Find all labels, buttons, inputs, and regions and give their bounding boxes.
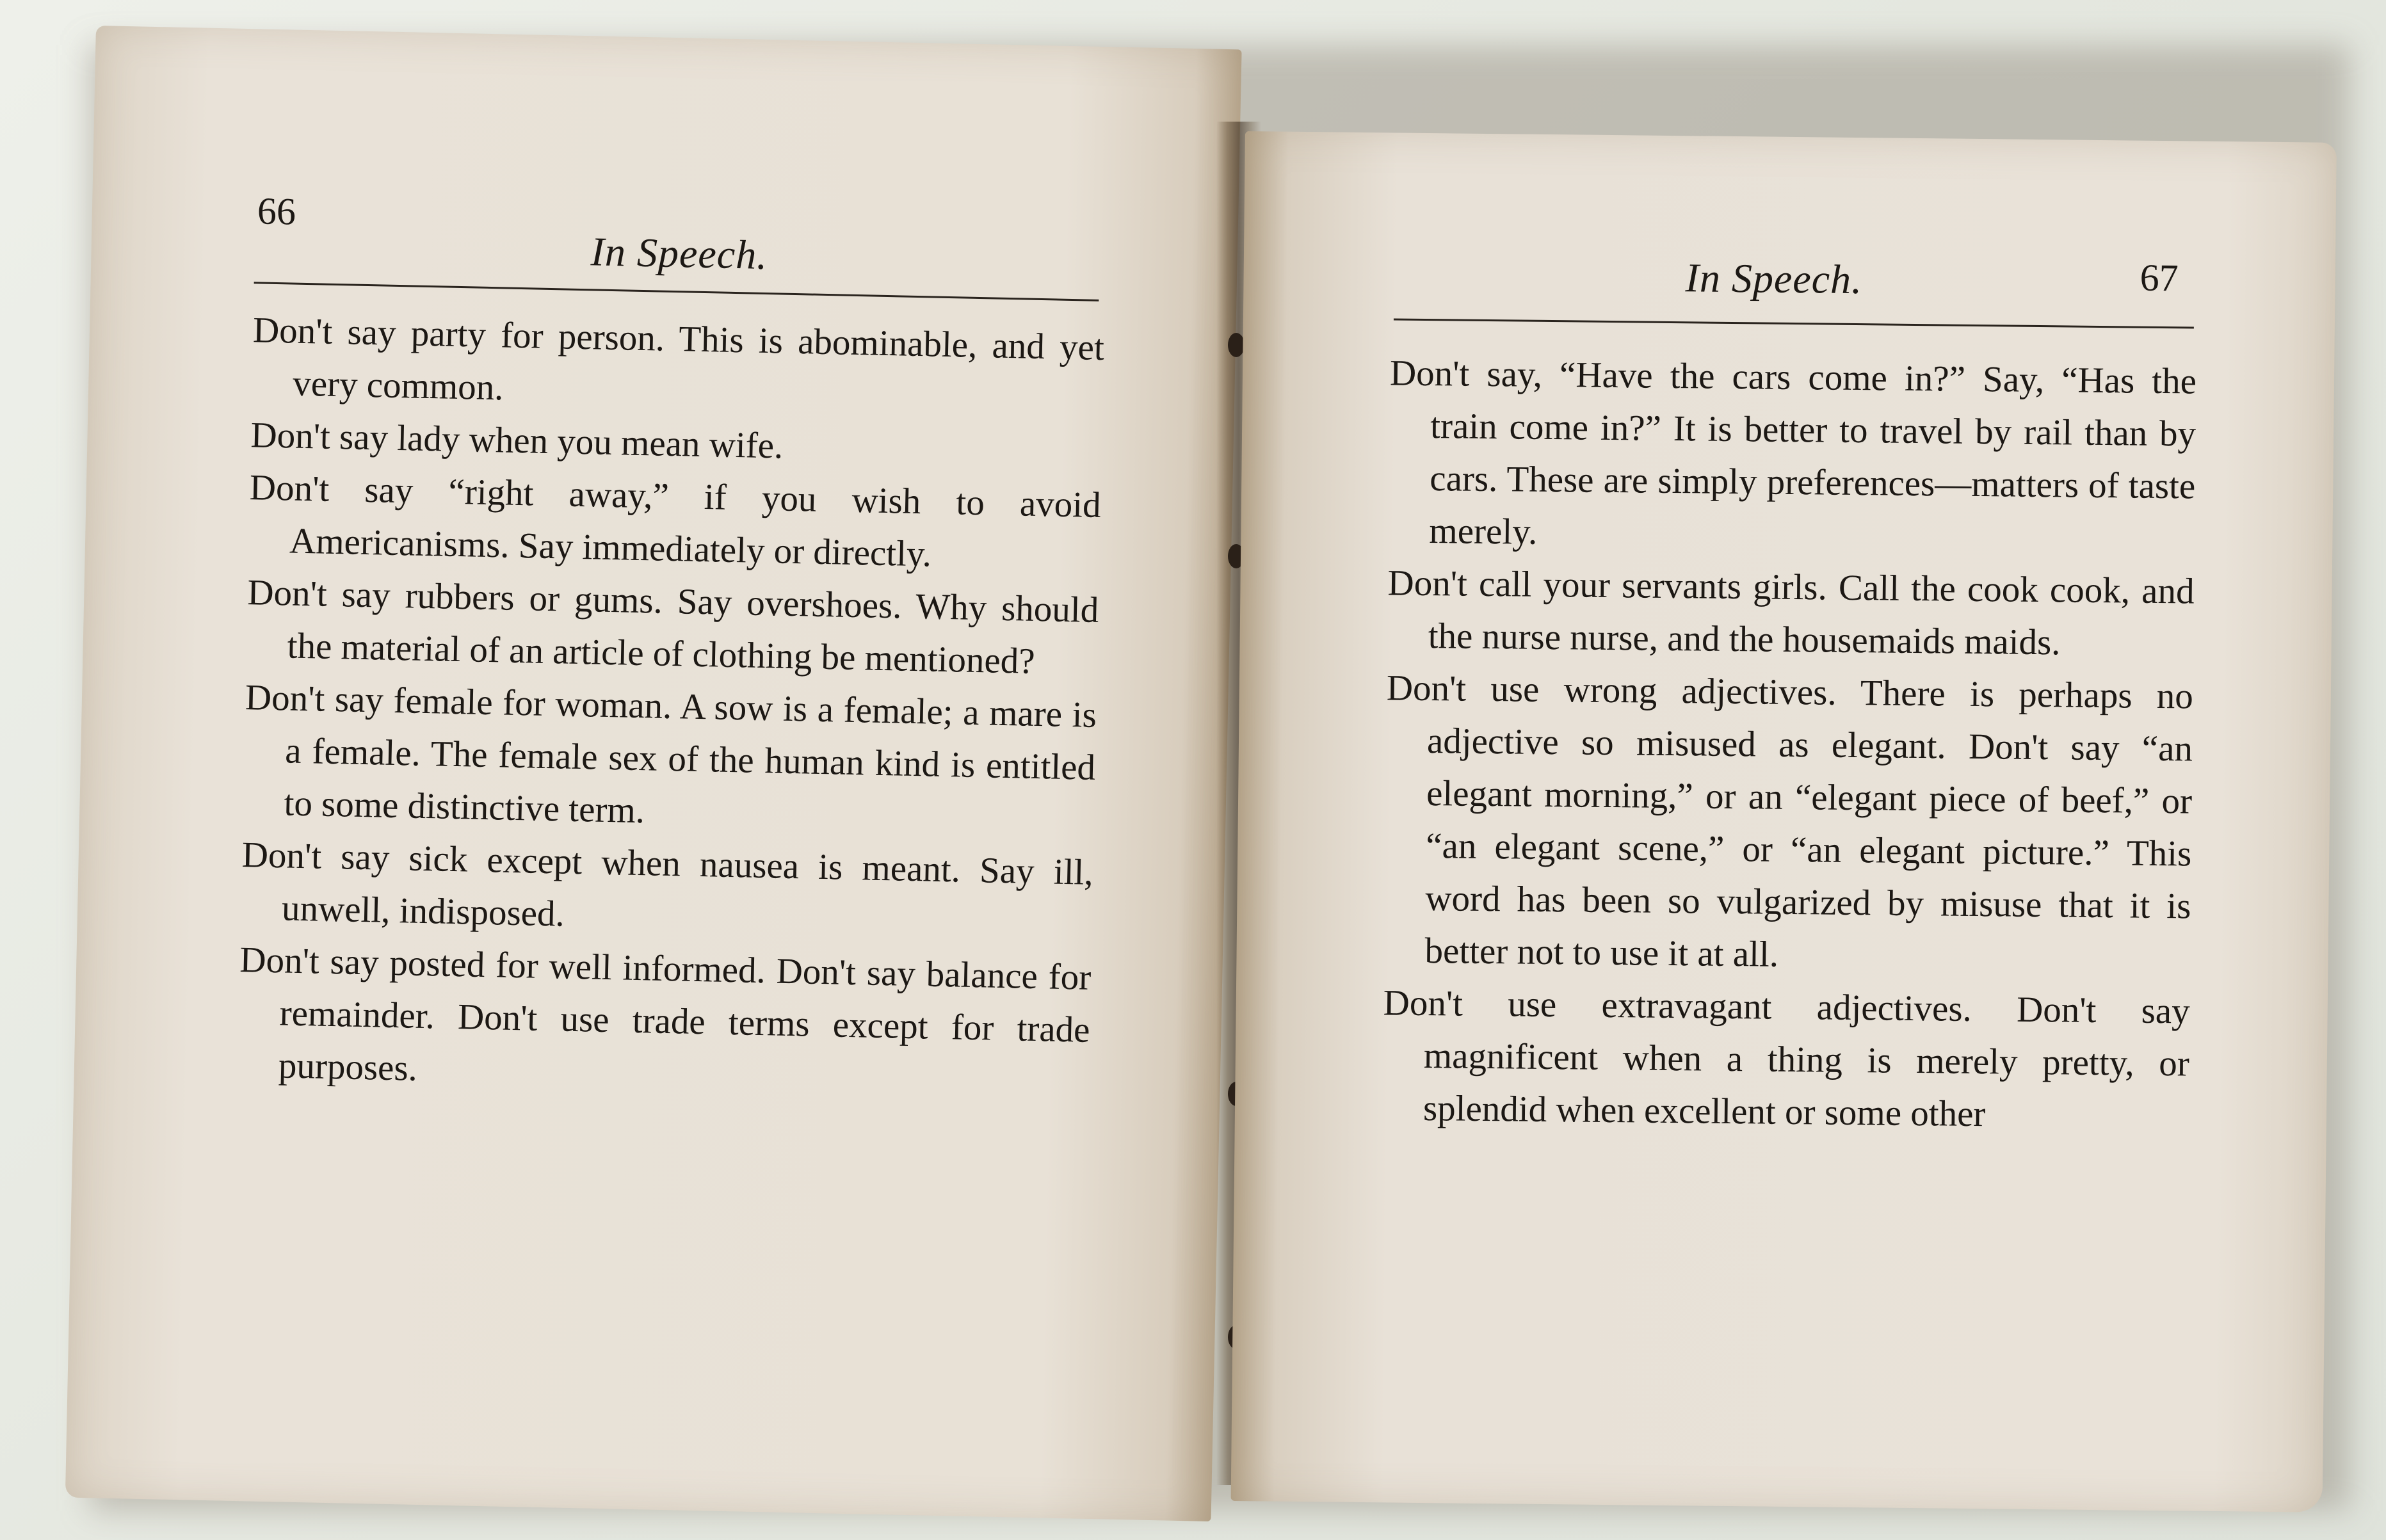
right-page	[1231, 131, 2337, 1512]
binding-stitch	[1228, 333, 1245, 357]
left-page-number: 66	[257, 189, 296, 233]
left-page	[65, 26, 1242, 1521]
left-entry: Don't say sick except when nausea is meant. Say ill, unwell, indisposed.	[241, 835, 1094, 934]
right-running-head: In Speech.	[1685, 255, 1863, 303]
left-entries	[237, 304, 1104, 1109]
left-entry: Don't say female for woman. A sow is a female; a mare is a female. The female sex of the human kind is entitled to some distinctive term.	[245, 677, 1097, 831]
right-entry: Don't use extravagant adjectives. Don't say magnificent when a thing is merely pretty, or splendid when excellent or some other	[1383, 983, 2191, 1135]
left-entry: Don't say lady when you mean wife.	[250, 415, 784, 467]
left-header-rule	[254, 282, 1099, 301]
right-header-rule	[1394, 318, 2194, 328]
left-entry: Don't say rubbers or gums. Say overshoes. Why should the material of an article of clothing be mentioned?	[246, 572, 1099, 682]
left-entry: Don't say party for person. This is abominable, and yet very common.	[252, 310, 1105, 408]
left-entry: Don't say posted for well informed. Don't say balance for remainder. Don't use trade terms except for trade purposes.	[239, 940, 1092, 1089]
left-running-head: In Speech.	[590, 229, 768, 278]
right-entry: Don't use wrong adjectives. There is perhaps no adjective so misused as elegant. Don't say “an elegant morning,” or an “elegant piece of beef,” or “an elegant scene,” or “an elegant picture.” This word has been so vulgarized by misuse that it is better not to use it at all.	[1386, 668, 2194, 975]
right-entries	[1382, 347, 2197, 1143]
left-entry: Don't say “right away,” if you wish to avoid Americanisms. Say immediately or directly.	[249, 467, 1102, 575]
right-entry: Don't say, “Have the cars come in?” Say, “Has the train come in?” It is better to travel by rail than by cars. These are simply preferences—matters of taste merely.	[1389, 353, 2197, 552]
right-page-number: 67	[2140, 256, 2179, 300]
right-entry: Don't call your servants girls. Call the cook cook, and the nurse nurse, and the housemaids maids.	[1387, 563, 2195, 663]
